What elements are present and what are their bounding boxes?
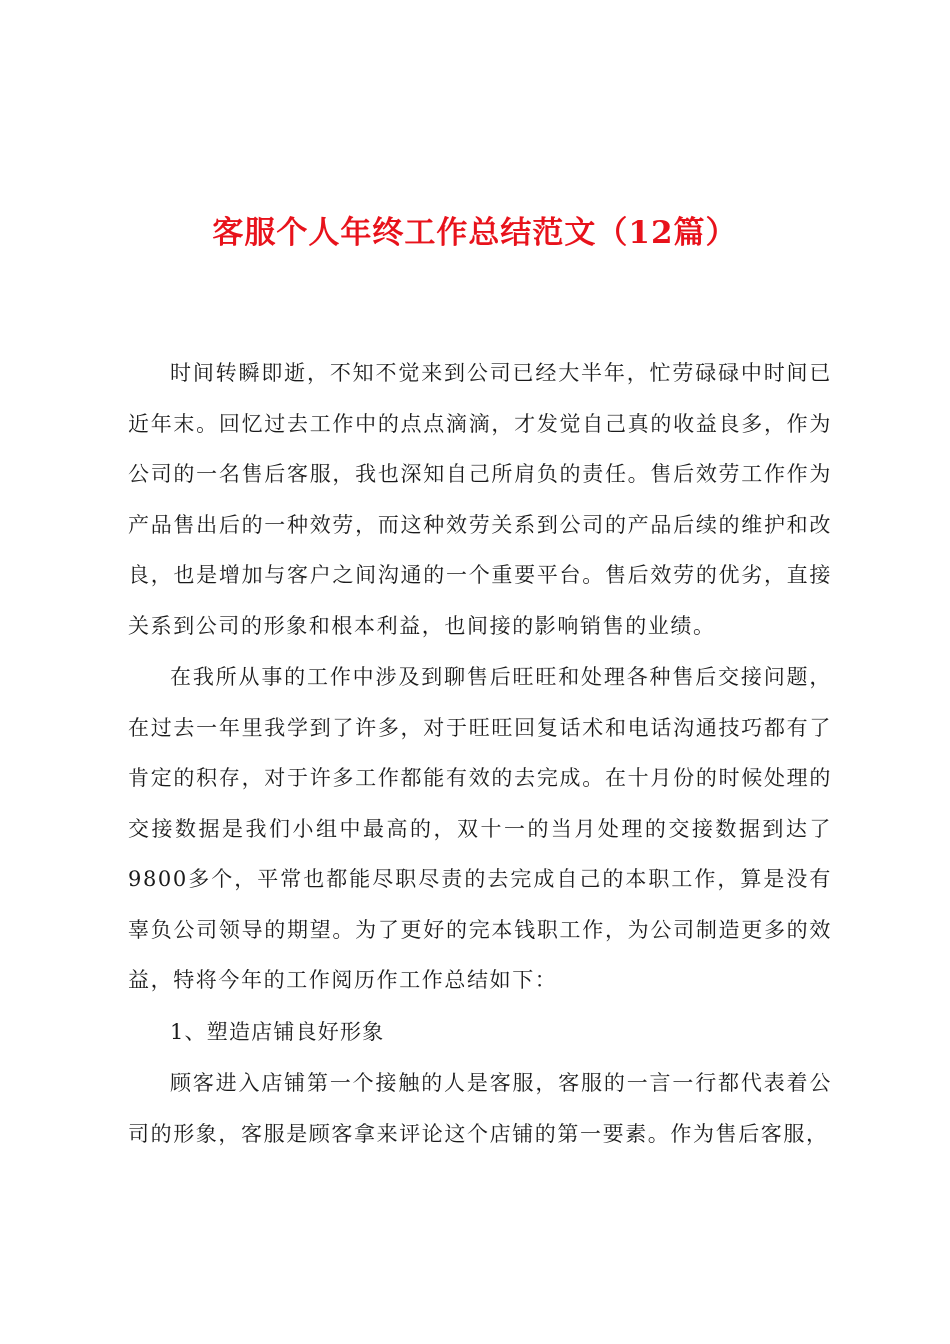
paragraph-work-summary: 在我所从事的工作中涉及到聊售后旺旺和处理各种售后交接问题，在过去一年里我学到了许多，对于旺旺回复话术和电话沟通技巧都有了肯定的积存，对于许多工作都能有效的去完成。在十月份的时候处理的交接数据是我们小组中最高的，双十一的当月处理的交接数据到达了9800多个，平常也都能尽职尽责的去完成自己的本职工作，算是没有辜负公司领导的期望。为了更好的完本钱职工作，为公司制造更多的效益，特将今年的工作阅历作工作总结如下： [128, 665, 832, 992]
document-title: 客服个人年终工作总结范文（12篇） [212, 215, 738, 251]
document-body [128, 348, 832, 1160]
paragraph-store-image: 顾客进入店铺第一个接触的人是客服，客服的一言一行都代表着公司的形象，客服是顾客拿来评论这个店铺的第一要素。作为售后客服， [128, 1071, 832, 1146]
paragraph-intro: 时间转瞬即逝，不知不觉来到公司已经大半年，忙劳碌碌中时间已近年末。回忆过去工作中的点点滴滴，才发觉自己真的收益良多，作为公司的一名售后客服，我也深知自己所肩负的责任。售后效劳工作作为产品售出后的一种效劳，而这种效劳关系到公司的产品后续的维护和改良，也是增加与客户之间沟通的一个重要平台。售后效劳的优劣，直接关系到公司的形象和根本利益，也间接的影响销售的业绩。 [128, 361, 832, 638]
section-heading-1: 1、塑造店铺良好形象 [170, 1019, 385, 1044]
